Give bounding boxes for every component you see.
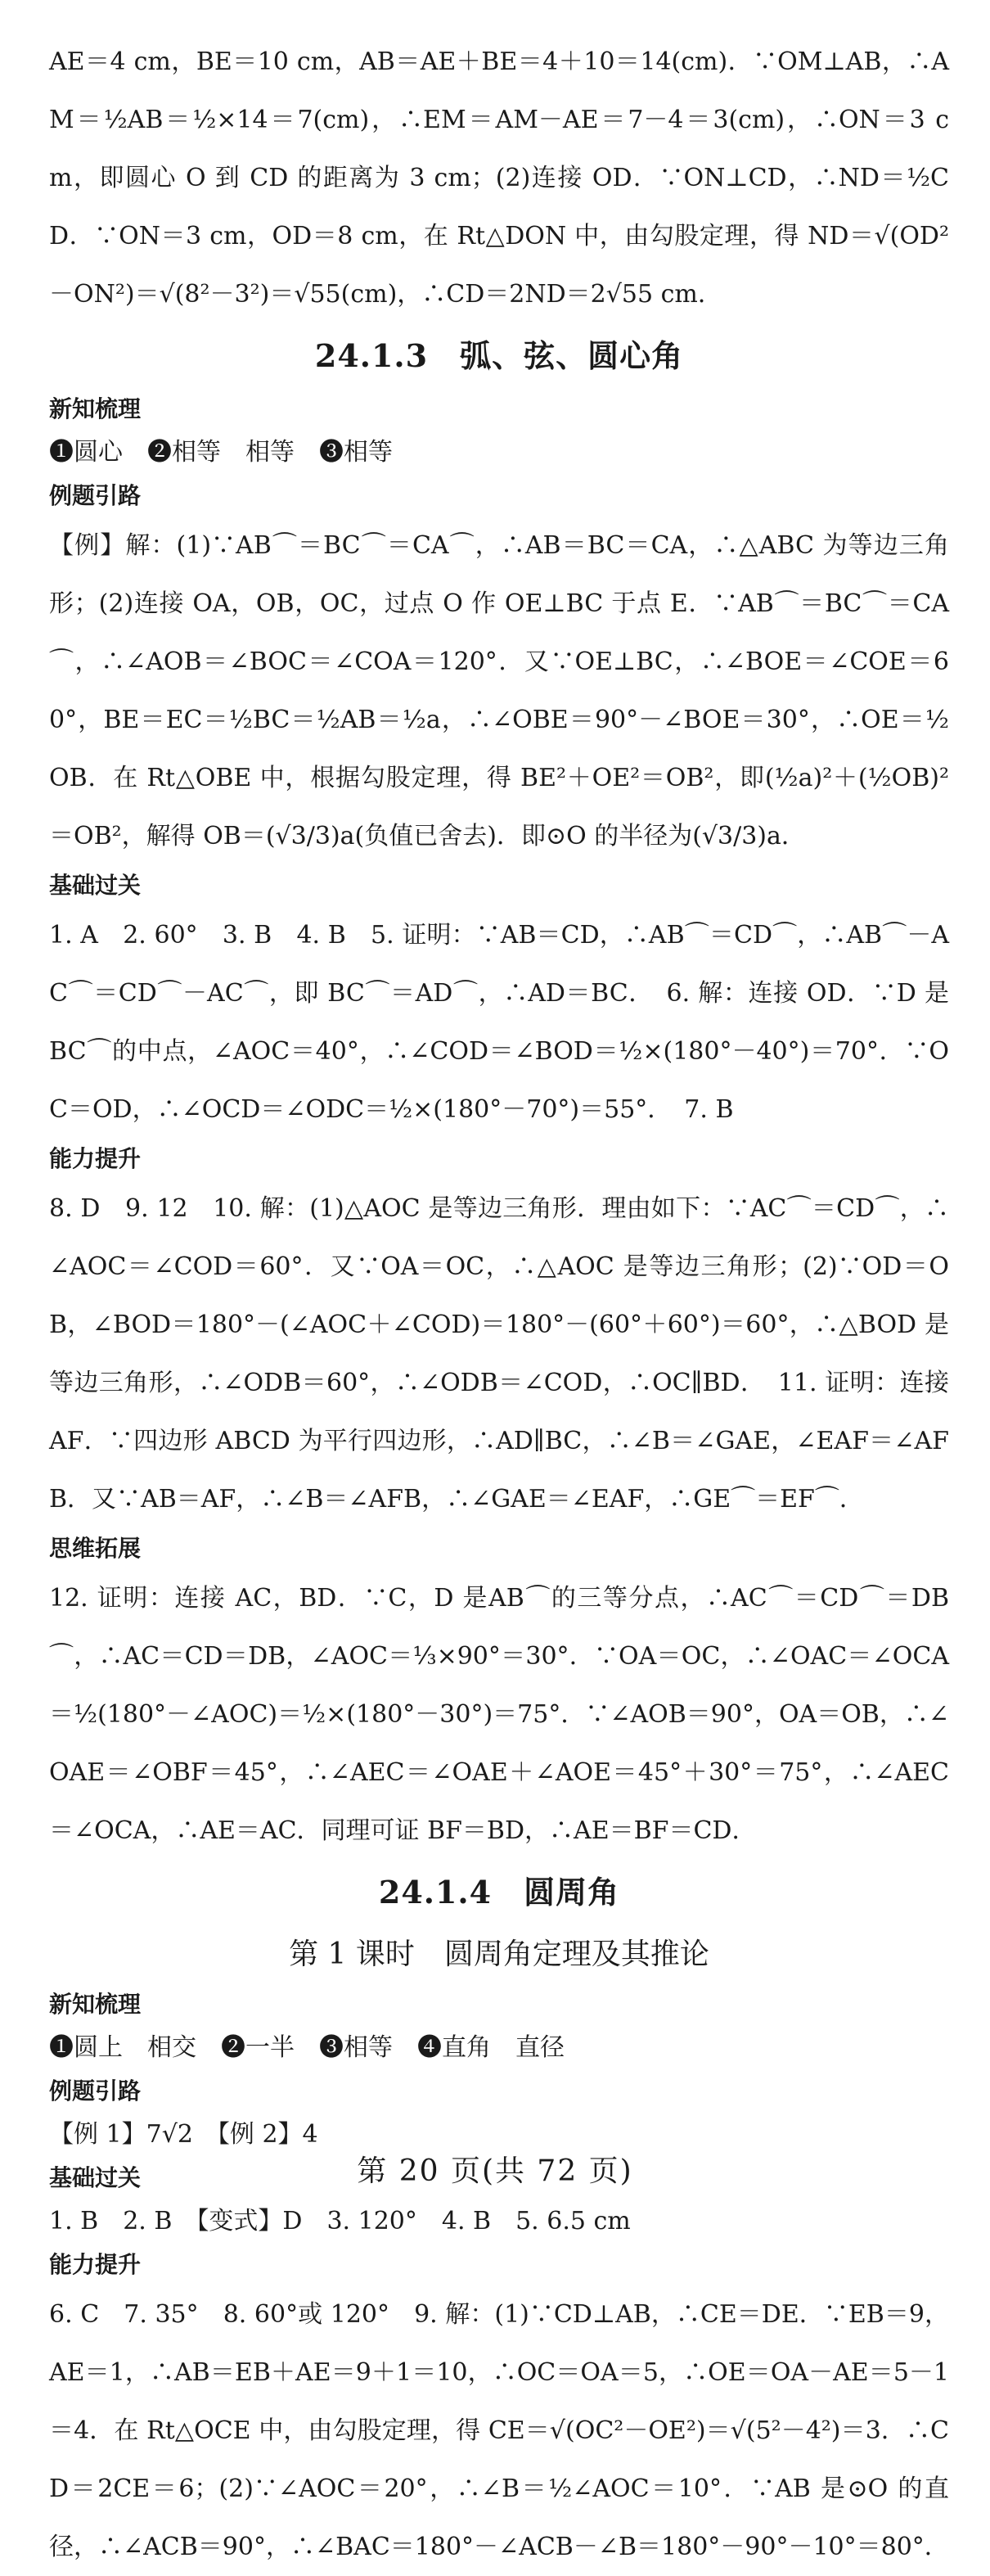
lesson-title: 第 1 课时 圆周角定理及其推论 [289,1938,709,1971]
basic-answers-2: 1. B 2. B 【变式】D 3. 120° 4. B 5. 6.5 cm [49,2207,631,2235]
label-new-knowledge: 新知梳理 [49,395,142,422]
label-new-knowledge-2: 新知梳理 [49,1991,142,2018]
section-title-inscribed-angle: 24.1.4 圆周角 [378,1874,620,1911]
new-knowledge-answers-2: ❶圆上 相交 ❷一半 ❸相等 ❹直角 直径 [49,2033,565,2062]
basic-answers: 1. A 2. 60° 3. B 4. B 5. 证明：∵AB＝CD，∴AB⌒＝CD⌒，∴AB⌒－AC⌒＝CD⌒－AC⌒，即 BC⌒＝AD⌒，∴AD＝BC． 6. 解：连接 OD．∵D 是BC⌒的中点，∠AOC＝40°，∴∠COD＝∠BOD＝½×(180°－40°)＝70°．∵OC＝OD，∴∠OCD＝∠ODC＝½×(180°－70°)＝55°． 7. B [49,921,949,1124]
label-improve: 能力提升 [49,1145,142,1172]
label-basic: 基础过关 [49,872,142,899]
section-title-arc-chord-central-angle: 24.1.3 弧、弦、圆心角 [314,337,684,374]
label-basic-2: 基础过关 [49,2164,142,2191]
label-examples-2: 例题引路 [49,2077,142,2105]
label-examples: 例题引路 [49,482,142,509]
extend-answers: 12. 证明：连接 AC，BD．∵C，D 是AB⌒的三等分点，∴AC⌒＝CD⌒＝DB⌒，∴AC＝CD＝DB，∠AOC＝⅓×90°＝30°．∵OA＝OC，∴∠OAC＝∠OCA＝½(180°－∠AOC)＝½×(180°－30°)＝75°．∵∠AOB＝90°，OA＝OB，∴∠OAE＝∠OBF＝45°，∴∠AEC＝∠OAE＋∠AOE＝45°＋30°＝75°，∴∠AEC＝∠OCA，∴AE＝AC．同理可证 BF＝BD，∴AE＝BF＝CD． [49,1584,949,1845]
example-answers-2: 【例 1】7√2 【例 2】4 [49,2120,318,2149]
example-solution: 【例】解：(1)∵AB⌒＝BC⌒＝CA⌒，∴AB＝BC＝CA，∴△ABC 为等边三角形；(2)连接 OA，OB，OC，过点 O 作 OE⊥BC 于点 E．∵AB⌒＝BC⌒＝CA⌒，∴∠AOB＝∠BOC＝∠COA＝120°．又∵OE⊥BC，∴∠BOE＝∠COE＝60°，BE＝EC＝½BC＝½AB＝½a，∴∠OBE＝90°－∠BOE＝30°，∴OE＝½OB．在 Rt△OBE 中，根据勾股定理，得 BE²＋OE²＝OB²，即(½a)²＋(½OB)²＝OB²，解得 OB＝(√3/3)a(负值已舍去)．即⊙O 的半径为(√3/3)a． [49,531,949,850]
new-knowledge-answers: ❶圆心 ❷相等 相等 ❸相等 [49,438,393,467]
improve-answers-2: 6. C 7. 35° 8. 60°或 120° 9. 解：(1)∵CD⊥AB，∴CE＝DE．∵EB＝9，AE＝1，∴AB＝EB＋AE＝9＋1＝10，∴OC＝OA＝5，∴OE＝OA－AE＝5－1＝4．在 Rt△OCE 中，由勾股定理，得 CE＝√(OC²－OE²)＝√(5²－4²)＝3．∴CD＝2CE＝6；(2)∵∠AOC＝20°，∴∠B＝½∠AOC＝10°．∵AB 是⊙O 的直径，∴∠ACB＝90°，∴∠BAC＝180°－∠ACB－∠B＝180°－90°－10°＝80°． [49,2300,949,2561]
label-improve-2: 能力提升 [49,2251,142,2278]
answer-page [49,33,949,2576]
improve-answers: 8. D 9. 12 10. 解：(1)△AOC 是等边三角形．理由如下：∵AC⌒＝CD⌒，∴∠AOC＝∠COD＝60°．又∵OA＝OC，∴△AOC 是等边三角形；(2)∵OD＝OB，∠BOD＝180°－(∠AOC＋∠COD)＝180°－(60°＋60°)＝60°，∴△BOD 是等边三角形，∴∠ODB＝60°，∴∠ODB＝∠COD，∴OC∥BD． 11. 证明：连接 AF．∵四边形 ABCD 为平行四边形，∴AD∥BC，∴∠B＝∠GAE，∠EAF＝∠AFB．又∵AB＝AF，∴∠B＝∠AFB，∴∠GAE＝∠EAF，∴GE⌒＝EF⌒． [49,1194,949,1514]
intro-paragraph: AE＝4 cm，BE＝10 cm，AB＝AE＋BE＝4＋10＝14(cm)．∵OM⊥AB，∴AM＝½AB＝½×14＝7(cm)，∴EM＝AM－AE＝7－4＝3(cm)，∴ON＝3 cm，即圆心 O 到 CD 的距离为 3 cm；(2)连接 OD．∵ON⊥CD，∴ND＝½CD．∵ON＝3 cm，OD＝8 cm，在 Rt△DON 中，由勾股定理，得 ND＝√(OD²－ON²)＝√(8²－3²)＝√55(cm)，∴CD＝2ND＝2√55 cm． [49,47,949,309]
label-extend: 思维拓展 [49,1535,142,1562]
page-footer: 第 20 页(共 72 页) [357,2154,633,2188]
